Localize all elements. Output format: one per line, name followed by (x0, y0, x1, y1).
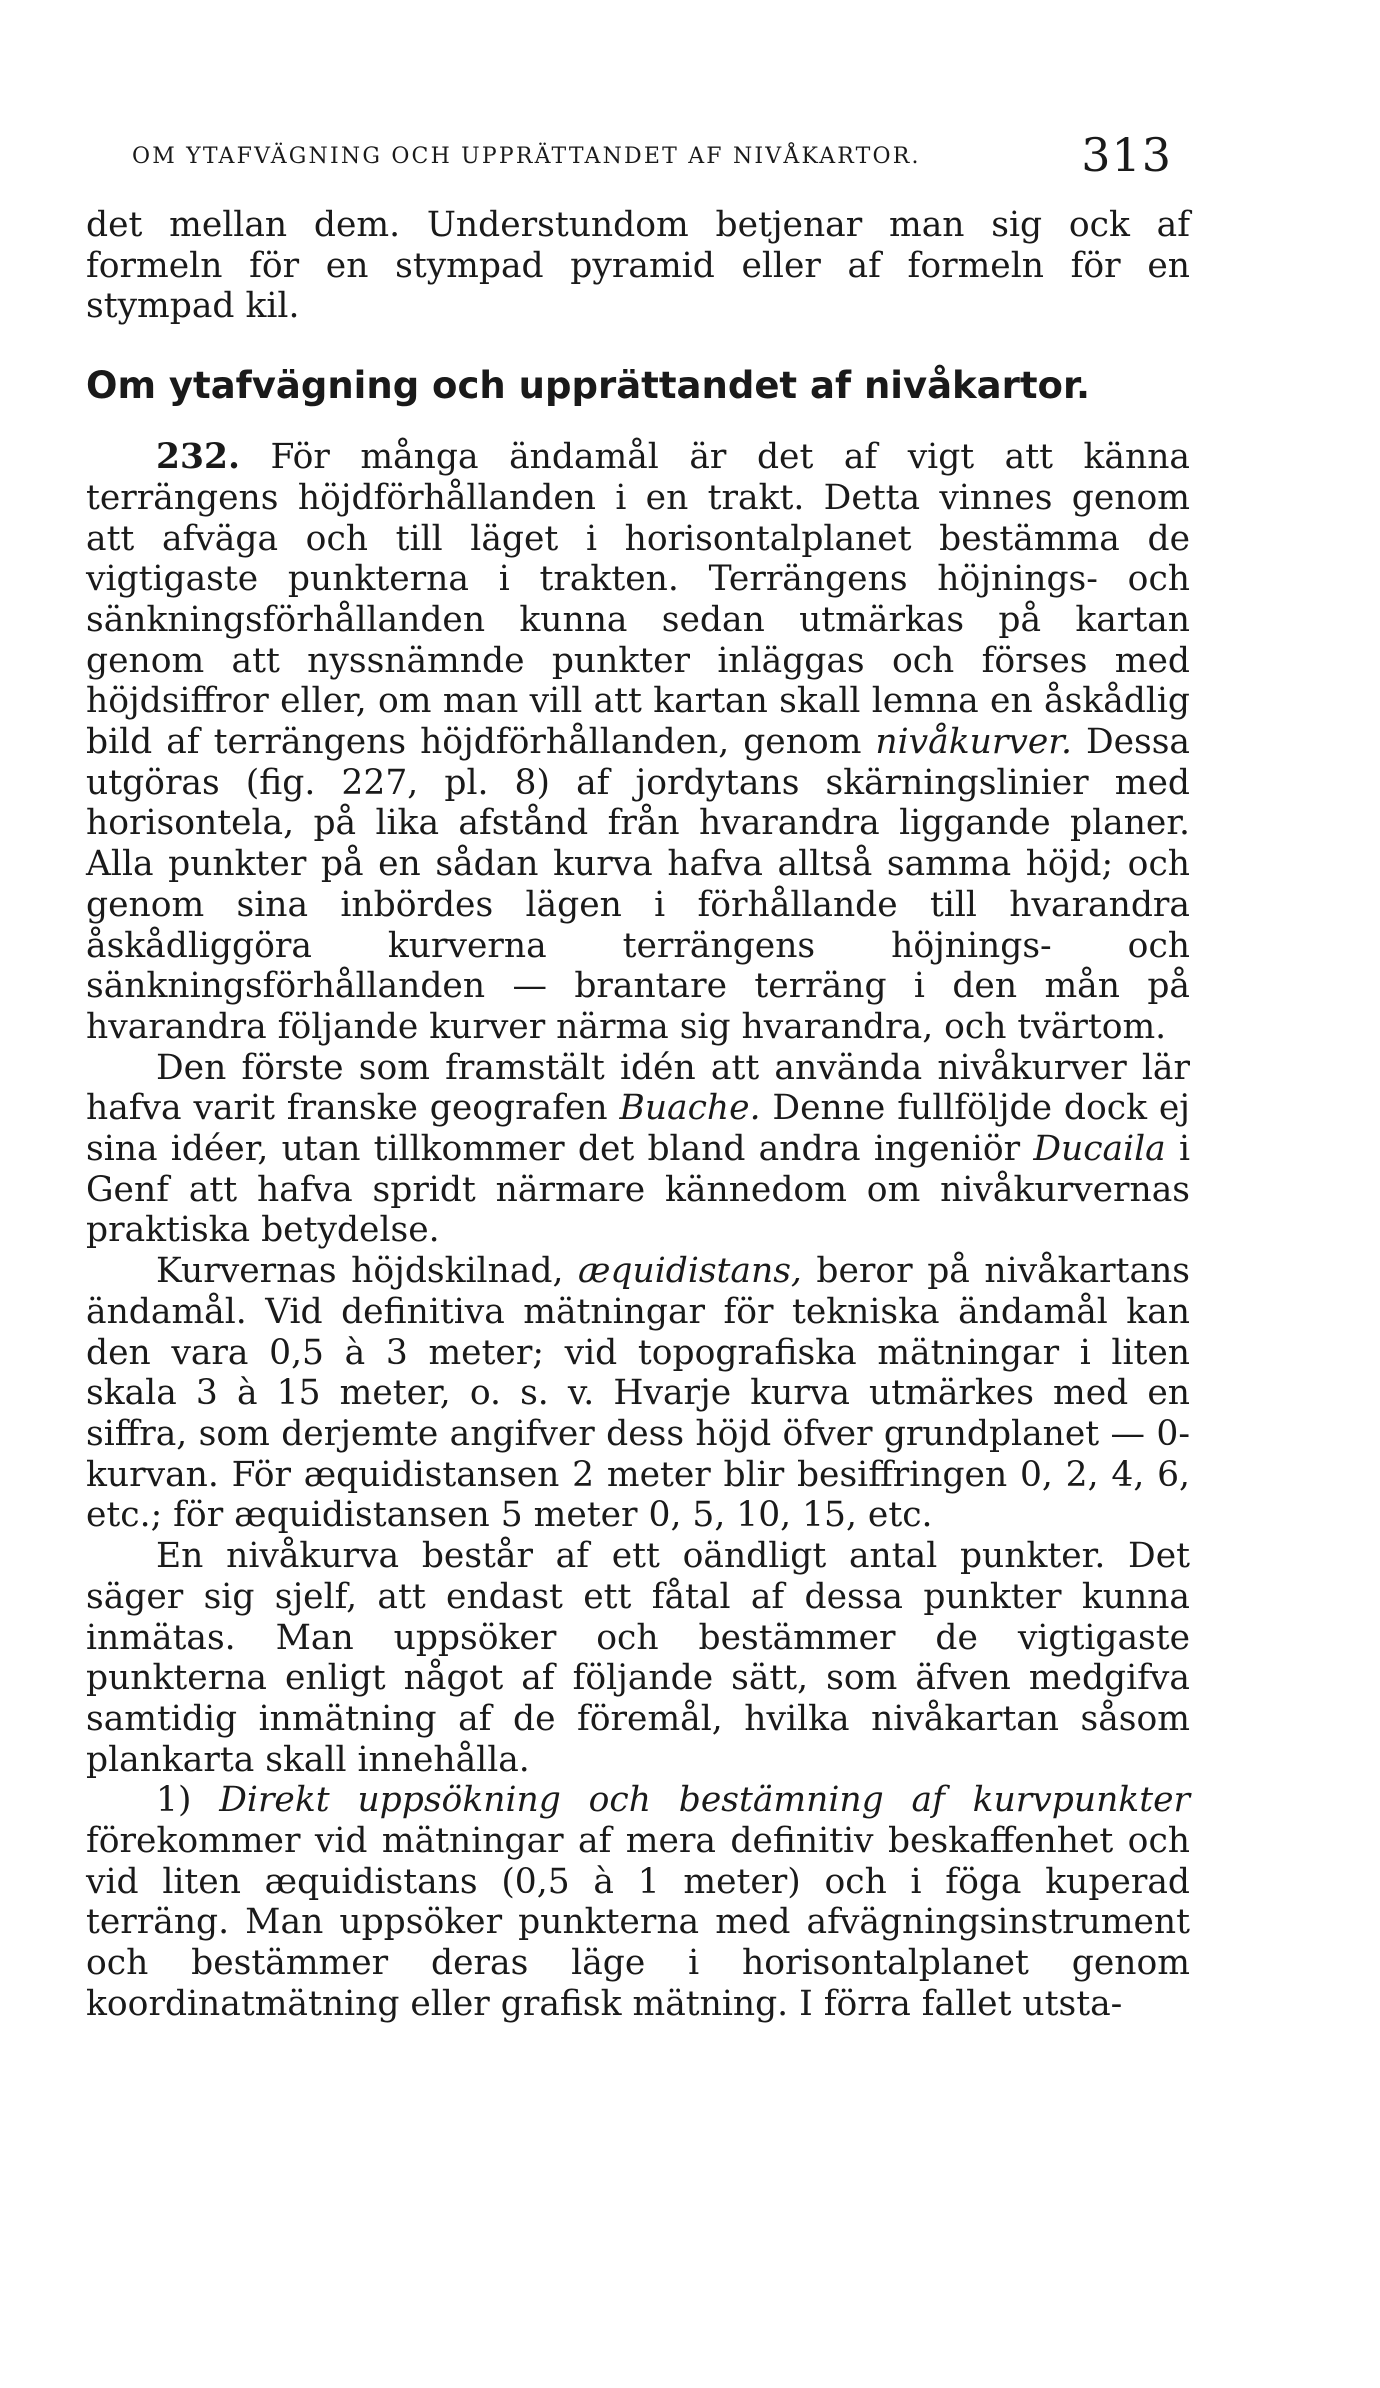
italic-name: Ducaila (1033, 1129, 1166, 1170)
paragraph-text: Denne fullföljde dock ej sina idéer, utan tillkommer det bland andra ingeniör (86, 1088, 1190, 1170)
page-number: 313 (1081, 128, 1172, 182)
italic-term: nivåkurver. (875, 722, 1072, 763)
paragraph-text: Dessa utgöras (fig. 227, pl. 8) af jordytans skärningslinier med horisontela, på lika afstånd från hvarandra liggande planer. Alla punkter på en sådan kurva hafva alltså samma höjd; och genom sina inbördes lägen i förhållande till hvarandra åskådliggöra kurverna terrängens höjnings- och sänkningsförhållanden — brantare terräng i den mån på hvarandra följande kurver närma sig hvarandra, och tvärtom. (86, 722, 1190, 1047)
paragraph-text: För många ändamål är det af vigt att känna terrängens höjdförhållanden i en trakt. Detta vinnes genom att afväga och till läget i horisontalplanet bestämma de vigtigaste punkterna i trakten. Terrängens höjnings- och sänkningsförhållanden kunna sedan utmärkas på kartan genom att nyssnämnde punkter inläggas och förses med höjdsiffror eller, om man vill att kartan skall lemna en åskådlig bild af terrängens höjdförhållanden, genom (86, 437, 1190, 763)
italic-subheading: Direkt uppsökning och bestämning af kurvpunkter (219, 1780, 1190, 1821)
paragraph-text: Den förste som framstält idén att använda nivåkurver lär hafva varit franske geografen (86, 1047, 1190, 1129)
italic-name: Buache. (619, 1088, 761, 1129)
paragraph-text: Kurvernas höjdskilnad, (156, 1251, 578, 1292)
paragraph-text: 1) (156, 1780, 220, 1821)
paragraph-text: beror på nivåkartans ändamål. Vid definitiva mätningar för tekniska ändamål kan den vara 0,5 à 3 meter; vid topografiska mätningar i liten skala 3 à 15 meter, o. s. v. Hvarje kurva utmärkes med en siffra, som derjemte angifver dess höjd öfver grundplanet — 0-kurvan. För æquidistansen 2 meter blir besiffringen 0, 2, 4, 6, etc.; för æquidistansen 5 meter 0, 5, 10, 15, etc. (86, 1251, 1191, 1536)
paragraph-text: i Genf att hafva spridt närmare kännedom om nivåkurvernas praktiska betydelse. (86, 1129, 1190, 1251)
paragraph-history (86, 1048, 1190, 1252)
opening-paragraph: det mellan dem. Understundom betjenar man sig ock af formeln för en stympad pyramid eller af formeln för en stympad kil. (86, 205, 1190, 327)
running-title: OM YTAFVÄGNING OCH UPPRÄTTANDET AF NIVÅKARTOR. (132, 144, 921, 169)
paragraph-232 (86, 437, 1190, 1048)
running-head (132, 128, 1172, 188)
italic-term: æquidistans, (577, 1251, 802, 1292)
paragraph-number: 232. (156, 437, 241, 478)
body-text (86, 205, 1190, 2025)
paragraph-equidistance (86, 1251, 1190, 1536)
paragraph-direct-method (86, 1780, 1190, 2024)
paragraph-text: förekommer vid mätningar af mera definitiv beskaffenhet och vid liten æquidistans (0,5 à 1 meter) och i föga kuperad terräng. Man uppsöker punkterna med afvägningsinstrument och bestämmer deras läge i horisontalplanet genom koordinatmätning eller grafisk mätning. I förra fallet utsta- (86, 1821, 1190, 2024)
paragraph-curve-points: En nivåkurva består af ett oändligt antal punkter. Det säger sig sjelf, att endast ett fåtal af dessa punkter kunna inmätas. Man uppsöker och bestämmer de vigtigaste punkterna enligt något af följande sätt, som äfven medgifva samtidig inmätning af de föremål, hvilka nivåkartan såsom plankarta skall innehålla. (86, 1536, 1190, 1780)
section-heading: Om ytafvägning och upprättandet af nivåkartor. (86, 364, 1091, 408)
